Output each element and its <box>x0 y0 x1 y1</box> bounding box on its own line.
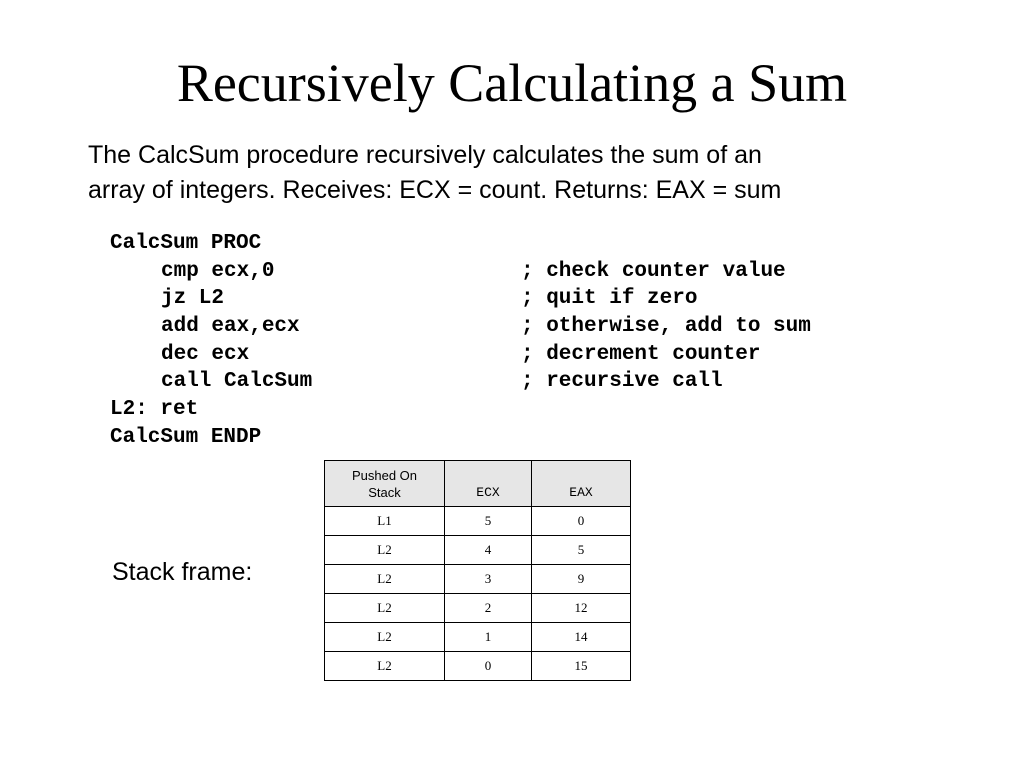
slide-title: Recursively Calculating a Sum <box>176 53 848 113</box>
code-instruction: CalcSum PROC <box>110 232 262 255</box>
table-row <box>325 652 631 681</box>
code-line <box>110 396 199 424</box>
cell-eax: 14 <box>532 623 631 652</box>
cell-ecx: 5 <box>445 507 532 536</box>
code-instruction: cmp ecx,0 <box>161 259 275 283</box>
table-row <box>325 536 631 565</box>
header-ecx: ECX <box>445 461 532 507</box>
cell-eax: 5 <box>532 536 631 565</box>
code-instruction: CalcSum ENDP <box>110 425 262 449</box>
stack-frame-label: Stack frame: <box>112 558 253 586</box>
code-line <box>110 341 761 369</box>
table-row <box>325 565 631 594</box>
cell-ecx: 4 <box>445 536 532 565</box>
intro-line: The CalcSum procedure recursively calculates the sum of an <box>88 141 762 169</box>
code-line <box>110 285 698 313</box>
code-block <box>110 230 811 452</box>
code-comment: ; check counter value <box>521 259 786 283</box>
table-row <box>325 623 631 652</box>
code-line <box>110 230 262 258</box>
code-instruction: jz L2 <box>161 287 225 311</box>
cell-pushed: L2 <box>325 594 445 623</box>
code-instruction: call CalcSum <box>161 370 313 394</box>
code-line <box>110 368 723 396</box>
table-row <box>325 594 631 623</box>
code-line <box>110 313 811 341</box>
code-instruction: dec ecx <box>161 342 250 366</box>
cell-ecx: 2 <box>445 594 532 623</box>
code-line <box>110 258 786 286</box>
cell-eax: 12 <box>532 594 631 623</box>
header-pushed-line: Pushed On <box>351 467 418 483</box>
cell-ecx: 3 <box>445 565 532 594</box>
cell-pushed: L2 <box>325 536 445 565</box>
stack-frame-table <box>324 460 631 681</box>
cell-pushed: L2 <box>325 565 445 594</box>
code-line <box>110 424 262 452</box>
table-header-row <box>325 461 631 507</box>
header-pushed-on-stack <box>325 461 445 507</box>
header-eax: EAX <box>532 461 631 507</box>
code-comment: ; recursive call <box>521 370 723 394</box>
cell-ecx: 1 <box>445 623 532 652</box>
code-comment: ; decrement counter <box>521 342 761 366</box>
cell-pushed: L2 <box>325 623 445 652</box>
code-instruction: L2: ret <box>110 398 199 422</box>
cell-pushed: L1 <box>325 507 445 536</box>
table-row <box>325 507 631 536</box>
cell-pushed: L2 <box>325 652 445 681</box>
cell-eax: 0 <box>532 507 631 536</box>
code-comment: ; quit if zero <box>521 287 698 311</box>
intro-line: array of integers. Receives: ECX = count. Returns: EAX = sum <box>88 176 782 204</box>
intro-text <box>88 138 968 208</box>
cell-eax: 9 <box>532 565 631 594</box>
cell-ecx: 0 <box>445 652 532 681</box>
header-pushed-line: Stack <box>368 484 401 500</box>
cell-eax: 15 <box>532 652 631 681</box>
code-comment: ; otherwise, add to sum <box>521 315 811 339</box>
code-instruction: add eax,ecx <box>161 315 300 339</box>
